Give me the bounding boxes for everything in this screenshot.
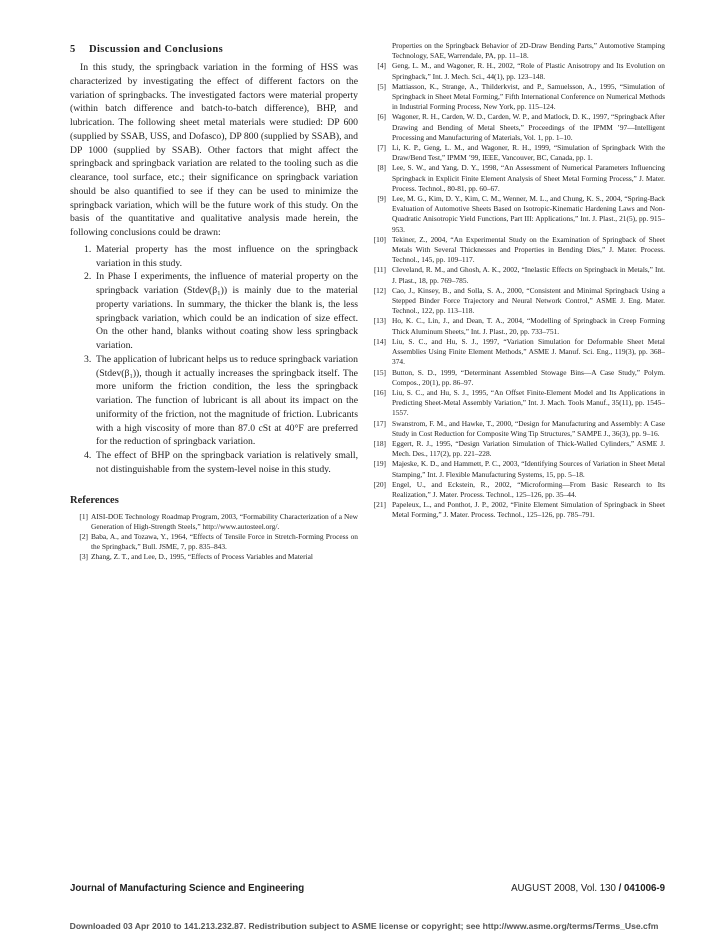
discussion-paragraph: In this study, the springback variation in the forming of HSS was characterized by investigating the effect of different factors on the variation of springbacks. The investigated factors were material property (within batch difference and batch-to-batch difference), BHP, and lubrication. The following sheet metal materials were studied: DP 600 (supplied by SSAB, USS, and Dofasco), DP 800 (supplied by SSAB), and DP 1000 (supplied by SSAB). Other factors that might affect the springback and springback variation are related to the tooling such as die clearance, tool surface, etc.; their significance on springback variation should be also quantified to see if they can be used to minimize the springback variation, which will be the future work of this study. On the basis of the quantitative and qualitative analysis made herein, the following conclusions could be drawn: — [70, 62, 358, 238]
reference-text: Swanstrom, F. M., and Hawke, T., 2000, “Design for Manufacturing and Assembly: A Case Study in Cost Reduction for Composite Wing Tip Structures,” SAMPE J., 36(3), pp. 9–16. — [392, 418, 665, 438]
reference-text: Liu, S. C., and Hu, S. J., 1995, “An Offset Finite-Element Model and Its Applications in Predicting Sheet-Metal Assembly Variation,” Int. J. Mach. Tools Manuf., 35(11), pp. 1545–1557. — [392, 387, 665, 418]
reference-number: [11] — [373, 265, 386, 275]
reference-item — [373, 82, 665, 113]
reference-text: Mattiasson, K., Strange, A., Thilderkvist, and P., Samuelsson, A., 1995, “Simulation of Springback in Sheet Metal Forming,” Fifth International Conference on Numerical Methods in Industrial Forming Process, New York, pp. 115–124. — [392, 81, 665, 112]
reference-number: [10] — [373, 234, 386, 244]
reference-text: Geng, L. M., and Wagoner, R. H., 2002, “Role of Plastic Anisotropy and Its Evolution on Springback,” Int. J. Mech. Sci., 44(1), pp. 123–148. — [392, 61, 665, 81]
footer-journal-name: Journal of Manufacturing Science and Engineering — [70, 883, 305, 894]
reference-text: Engel, U., and Eckstein, R., 2002, “Microforming—From Basic Research to Its Realization,” J. Mater. Process. Technol., 125–126, pp. 35–44. — [392, 479, 665, 499]
conclusion-number: 2. — [84, 271, 92, 283]
reference-text: Ho, K. C., Lin, J., and Dean, T. A., 2004, “Modelling of Springback in Creep Forming Thick Aluminum Sheets,” Int. J. Plast., 20, pp. 733–751. — [392, 316, 665, 336]
reference-number: [8] — [377, 163, 386, 173]
conclusion-text: The effect of BHP on the springback variation is relatively small, not distinguishable from the system-level noise in this study. — [96, 450, 358, 475]
reference-number: [5] — [377, 81, 386, 91]
reference-item — [373, 143, 665, 163]
section-heading — [70, 44, 358, 55]
section-title: Discussion and Conclusions — [89, 44, 224, 55]
reference-item — [373, 163, 665, 194]
footer-issue: AUGUST 2008, Vol. 130 — [511, 883, 616, 894]
reference-item — [373, 500, 665, 520]
conclusion-text: Material property has the most influence on the springback variation in this study. — [96, 243, 358, 269]
reference-number: [14] — [373, 336, 386, 346]
left-column — [70, 44, 358, 563]
reference-item — [373, 459, 665, 479]
reference-text: AISI-DOE Technology Roadmap Program, 2003, “Formability Characterization of a New Generation of High-Strength Steels,” http://www.autosteel.org/. — [91, 511, 358, 531]
reference-text: Cao, J., Kinsey, B., and Solla, S. A., 2000, “Consistent and Minimal Springback Using a Stepped Binder Force Trajectory and Neural Network Control,” ASME J. Eng. Mater. Technol., 122, pp. 113–118. — [392, 285, 665, 316]
reference-item — [373, 194, 665, 235]
reference-item — [373, 388, 665, 419]
reference-item — [373, 368, 665, 388]
reference-number: [3] — [79, 552, 88, 562]
conclusion-number: 4. — [84, 450, 92, 461]
reference-item — [70, 512, 358, 532]
reference-item — [373, 337, 665, 368]
references-heading: References — [70, 494, 119, 506]
reference-number: [9] — [377, 194, 386, 204]
reference-number: [17] — [373, 418, 386, 428]
section-number: 5 — [70, 44, 76, 55]
reference-text: Li, K. P., Geng, L. M., and Wagoner, R. H., 1999, “Simulation of Springback With the Draw/Bend Test,” IPMM ’99, IEEE, Vancouver, BC, Canada, pp. 1. — [392, 143, 665, 163]
conclusion-text: The application of lubricant helps us to reduce springback variation (Stdev(β₁)), though it actually increases the springback itself. The more uniform the friction condition, the less the springback variation. The function of lubricant is all about its impact on the uniformity of the friction, not the magnitude of friction. Lubricants with a high viscosity of more than 87.0 cSt at 40°F are preferred for the reduction of springback variation. — [96, 353, 358, 448]
reference-text: Baba, A., and Tozawa, Y., 1964, “Effects of Tensile Force in Stretch-Forming Process on the Springback,” Bull. JSME, 7, pp. 835–843. — [91, 531, 358, 552]
reference-number: [1] — [79, 511, 88, 521]
reference-number: [13] — [373, 316, 386, 326]
reference-number: [16] — [373, 387, 386, 397]
reference-item — [373, 419, 665, 439]
footer-page-id: 041006-9 — [624, 883, 665, 894]
conclusion-number: 3. — [84, 353, 92, 365]
reference-text: Tekiner, Z., 2004, “An Experimental Study on the Examination of Springback of Sheet Metals With Several Thicknesses and Properties in Bending Dies,” J. Mater. Process. Technol., 145, pp. 109–117. — [392, 234, 665, 265]
reference-text: Lee, M. G., Kim, D. Y., Kim, C. M., Wenner, M. L., and Chung, K. S., 2004, “Spring-Back Evaluation of Automotive Sheets Based on Isotropic-Kinematic Hardening Laws and Non-Quadratic Anisotropic Yield Functions, Part III: Applications,” Int. J. Plast., 21(5), pp. 915–953. — [392, 194, 665, 234]
references-list-left — [70, 512, 358, 563]
reference-number: [21] — [373, 500, 386, 510]
download-notice: Downloaded 03 Apr 2010 to 141.213.232.87. Redistribution subject to ASME license or copyright; see http://www.asme.org/terms/Terms_Use.cfm — [69, 921, 659, 931]
footer-issue-info — [511, 883, 665, 894]
reference-item — [373, 112, 665, 143]
reference-item — [373, 316, 665, 336]
reference-number: [7] — [377, 143, 386, 153]
reference-number: [15] — [373, 367, 386, 377]
conclusion-item — [70, 270, 358, 353]
references-list-right — [373, 61, 665, 520]
reference-number: [2] — [79, 531, 88, 541]
reference-item — [373, 439, 665, 459]
reference-text: Majeske, K. D., and Hammett, P. C., 2003, “Identifying Sources of Variation in Sheet Metal Stamping,” Int. J. Flexible Manufacturing Systems, 15, pp. 5–18. — [392, 459, 665, 479]
conclusion-number: 1. — [84, 243, 92, 255]
footer-separator: / — [618, 883, 622, 894]
reference-item — [70, 532, 358, 552]
reference-continuation: Properties on the Springback Behavior of 2D-Draw Bending Parts,” Automotive Stamping Technology, SAE, Warrendale, PA, pp. 11–18. — [392, 41, 665, 61]
reference-item — [373, 265, 665, 285]
conclusion-item — [70, 353, 358, 449]
reference-text: Cleveland, R. M., and Ghosh, A. K., 2002, “Inelastic Effects on Springback in Metals,” Int. J. Plast., 18, pp. 769–785. — [392, 265, 665, 285]
reference-number: [18] — [373, 438, 386, 448]
reference-text: Eggert, R. J., 1995, “Design Variation Simulation of Thick-Walled Cylinders,” ASME J. Mech. Des., 117(2), pp. 221–228. — [392, 438, 665, 459]
conclusion-text: In Phase I experiments, the influence of material property on the springback variation (Stdev(β₁)) is mainly due to the material property variations. In summary, the thicker the blank is, the less springback variation, which could be an indication of size effect. On the other hand, blanks without coating show less springback variation. — [96, 271, 358, 351]
reference-text: Zhang, Z. T., and Lee, D., 1995, “Effects of Process Variables and Material — [91, 552, 313, 562]
conclusions-list — [70, 243, 358, 477]
reference-number: [19] — [373, 459, 386, 469]
reference-number: [12] — [373, 285, 386, 295]
reference-text: Lee, S. W., and Yang, D. Y., 1998, “An Assessment of Numerical Parameters Influencing Springback in Explicit Finite Element Analysis of Sheet Metal Forming Process,” J. Mater. Process. Technol., 80-81, pp. 60–67. — [392, 163, 665, 193]
reference-number: [4] — [377, 61, 386, 71]
reference-text: Papeleux, L., and Ponthot, J. P., 2002, “Finite Element Simulation of Springback in Sheet Metal Forming,” J. Mater. Process. Technol., 125–126, pp. 785–791. — [392, 500, 665, 520]
reference-item — [373, 61, 665, 81]
reference-item — [373, 480, 665, 500]
reference-text: Wagoner, R. H., Carden, W. D., Carden, W. P., and Matlock, D. K., 1997, “Springback After Drawing and Bending of Metal Sheets,” Proceedings of the IPMM ’97—Intelligent Processing and Manufacturing of Materials, Vol. 1, pp. 1–10. — [392, 112, 665, 142]
reference-text: Liu, S. C., and Hu, S. J., 1997, “Variation Simulation for Deformable Sheet Metal Assemblies Using Finite Element Methods,” ASME J. Manuf. Sci. Eng., 119(3), pp. 368–374. — [392, 336, 665, 367]
reference-number: [20] — [373, 479, 386, 489]
reference-number: [6] — [377, 112, 386, 122]
reference-text: Button, S. D., 1999, “Determinant Assembled Stowage Bins—A Case Study,” Polym. Compos., 20(1), pp. 86–97. — [392, 367, 665, 387]
reference-item — [373, 286, 665, 317]
right-column — [373, 41, 665, 521]
reference-item — [373, 235, 665, 266]
conclusion-item — [70, 243, 358, 271]
conclusion-item — [70, 449, 358, 477]
reference-item — [70, 552, 358, 562]
